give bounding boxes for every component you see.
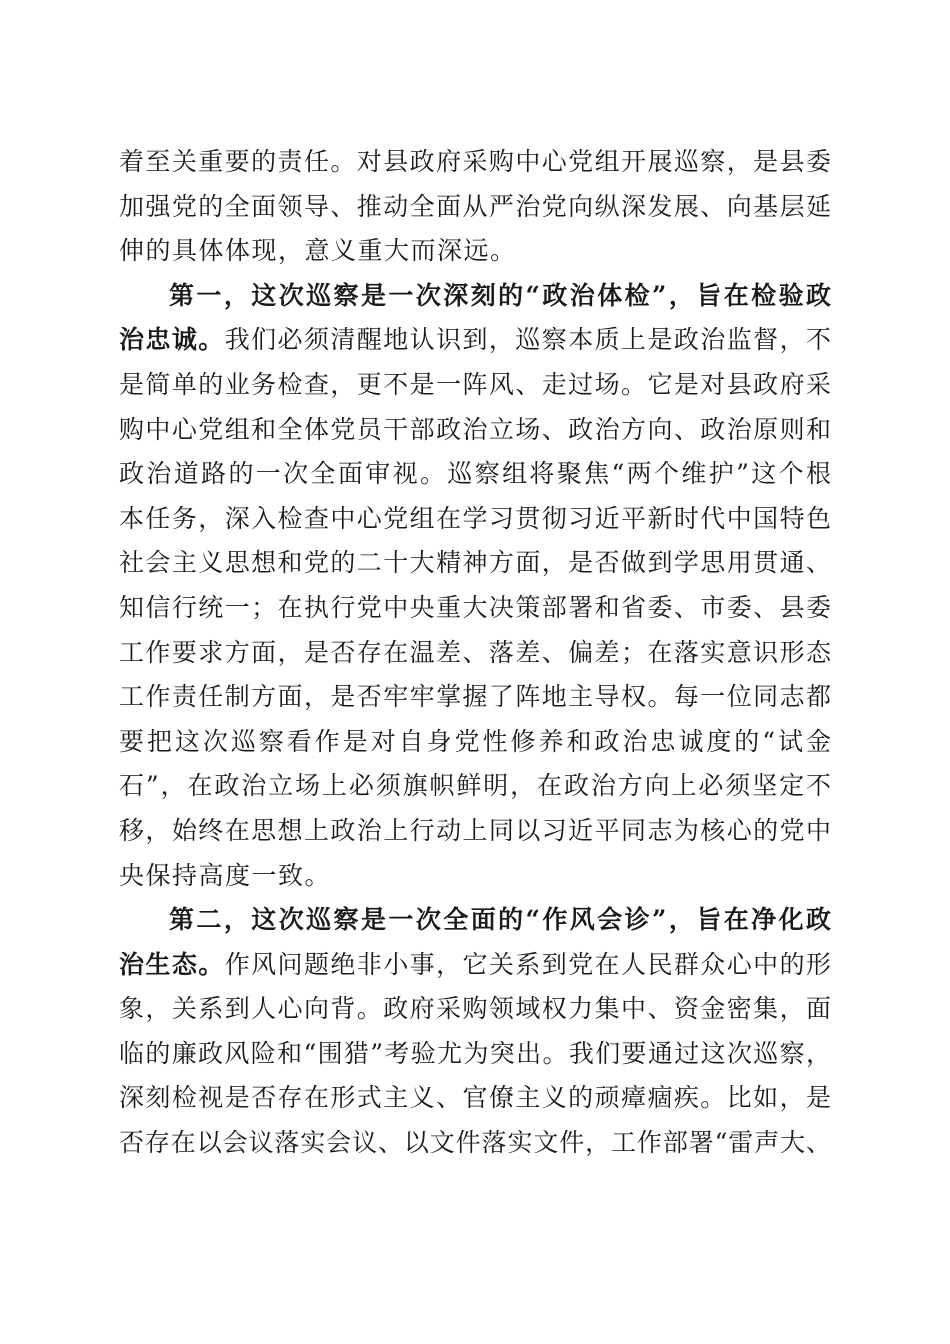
document-body	[119, 140, 831, 1166]
paragraph-2-heading: 第一，这次巡察是一次深刻的“政治体检”，旨在检验政	[169, 280, 831, 310]
paragraph-2-line-8: 工作要求方面，是否存在温差、落差、偏差；在落实意识形态	[119, 637, 831, 667]
paragraph-2-line-7: 知信行统一；在执行党中央重大决策部署和省委、市委、县委	[119, 592, 831, 622]
paragraph-2-line-12: 移，始终在思想上政治上行动上同以习近平同志为核心的党中	[119, 815, 831, 845]
paragraph-1-line-3: 伸的具体体现，意义重大而深远。	[119, 236, 517, 266]
paragraph-2-line-3: 购中心党组和全体党员干部政治立场、政治方向、政治原则和	[119, 414, 831, 444]
paragraph-2-line-2: 是简单的业务检查，更不是一阵风、走过场。它是对县政府采	[119, 369, 831, 399]
paragraph-3-line-4: 深刻检视是否存在形式主义、官僚主义的顽瘴痼疾。比如，是	[119, 1083, 831, 1113]
paragraph-1-line-2: 加强党的全面领导、推动全面从严治党向纵深发展、向基层延	[119, 191, 831, 221]
paragraph-3-line-1-text: 作风问题绝非小事，它关系到党在人民群众心中的形	[224, 949, 831, 979]
paragraph-2-line-6: 社会主义思想和党的二十大精神方面，是否做到学思用贯通、	[119, 548, 831, 578]
paragraph-2-line-13: 央保持高度一致。	[119, 860, 332, 890]
paragraph-1-line-1: 着至关重要的责任。对县政府采购中心党组开展巡察，是县委	[119, 147, 831, 176]
paragraph-2-line-11: 石”，在政治立场上必须旗帜鲜明，在政治方向上必须坚定不	[119, 771, 831, 801]
paragraph-3-heading: 第二，这次巡察是一次全面的“作风会诊”，旨在净化政	[169, 905, 831, 935]
paragraph-2-heading-cont: 治忠诚。	[119, 325, 225, 355]
paragraph-2-line-10: 要把这次巡察看作是对自身党性修养和政治忠诚度的“试金	[119, 726, 831, 756]
paragraph-3-heading-cont: 治生态。	[119, 949, 225, 979]
paragraph-3-line-5: 否存在以会议落实会议、以文件落实文件，工作部署“雷声大、	[119, 1128, 831, 1158]
paragraph-2-line-5: 本任务，深入检查中心党组在学习贯彻习近平新时代中国特色	[119, 503, 831, 533]
paragraph-2-line-1	[119, 318, 831, 363]
paragraph-3-line-2: 象，关系到人心向背。政府采购领域权力集中、资金密集，面	[119, 994, 831, 1024]
paragraph-2-line-1-text: 我们必须清醒地认识到，巡察本质上是政治监督，不	[224, 325, 831, 355]
paragraph-3-line-3: 临的廉政风险和“围猎”考验尤为突出。我们要通过这次巡察，	[119, 1038, 831, 1068]
paragraph-2-line-4: 政治道路的一次全面审视。巡察组将聚焦“两个维护”这个根	[119, 459, 831, 489]
paragraph-2-line-9: 工作责任制方面，是否牢牢掌握了阵地主导权。每一位同志都	[119, 682, 831, 712]
paragraph-3-line-1	[119, 943, 831, 988]
